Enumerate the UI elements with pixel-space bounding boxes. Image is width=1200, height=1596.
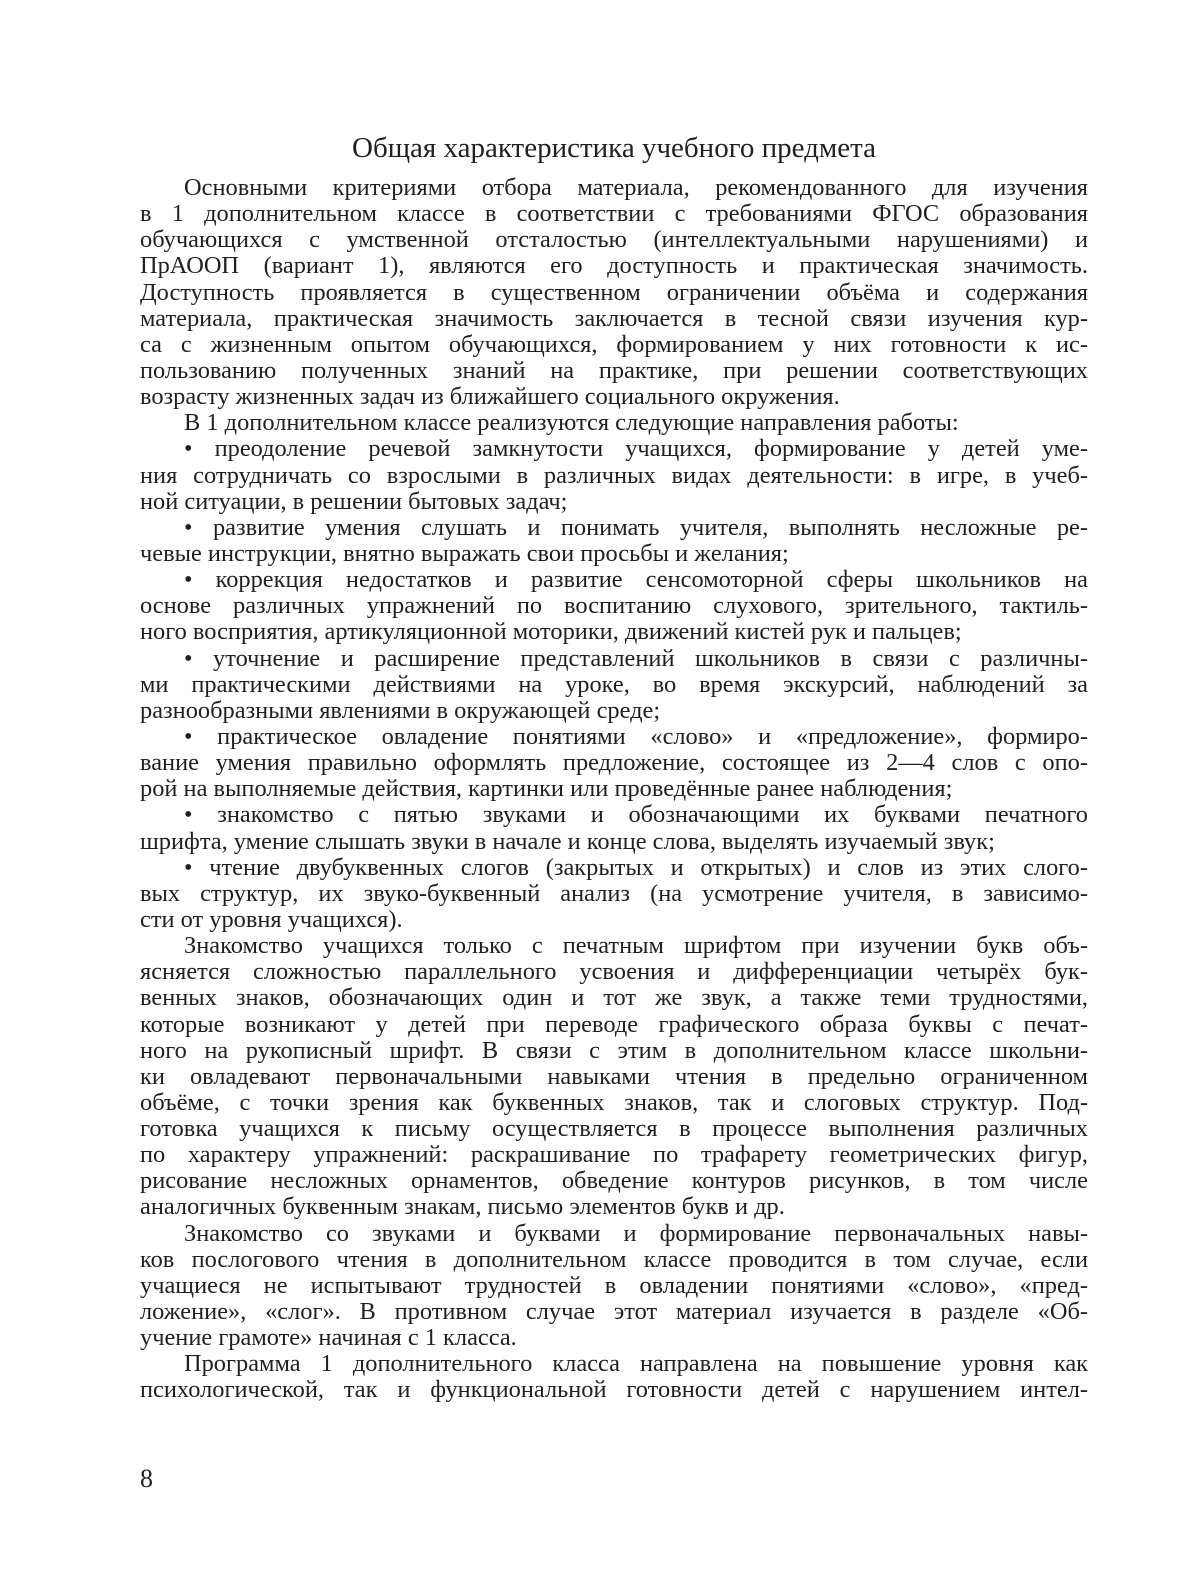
text-line: которые возникают у детей при переводе графического образа буквы с печат- — [140, 1011, 1088, 1038]
text-line: готовка учащихся к письму осуществляется в процессе выполнения различных — [140, 1116, 1088, 1143]
section-heading: Общая характеристика учебного предмета — [352, 132, 876, 164]
text-line: материала, практическая значимость заключается в тесной связи изучения кур- — [140, 305, 1088, 332]
text-line: ми практическими действиями на уроке, во время экскурсий, наблюдений за — [140, 671, 1088, 698]
text-line: психологической, так и функциональной готовности детей с нарушением интел- — [140, 1377, 1088, 1404]
text-line: шрифта, умение слышать звуки в начале и конце слова, выделять изучаемый звук; — [140, 828, 995, 855]
text-line: • развитие умения слушать и понимать учителя, выполнять несложные ре- — [184, 514, 1088, 541]
text-line: • коррекция недостатков и развитие сенсомоторной сферы школьников на — [184, 567, 1088, 594]
text-line: • уточнение и расширение представлений школьников в связи с различны- — [184, 645, 1088, 672]
text-line: вание умения правильно оформлять предложение, состоящее из 2—4 слов с опо- — [140, 750, 1088, 777]
text-line: чевые инструкции, внятно выражать свои просьбы и желания; — [140, 540, 789, 567]
text-line: ложение», «слог». В противном случае этот материал изучается в разделе «Об- — [140, 1299, 1088, 1326]
page-number: 8 — [140, 1464, 153, 1493]
text-line: учащиеся не испытывают трудностей в овладении понятиями «слово», «пред- — [140, 1272, 1088, 1299]
text-line: ного восприятия, артикуляционной моторики, движений кистей рук и пальцев; — [140, 619, 962, 646]
text-line: • практическое овладение понятиями «слово» и «предложение», формиро- — [184, 723, 1088, 750]
body-text — [140, 175, 1088, 1404]
text-line: возрасту жизненных задач из ближайшего социального окружения. — [140, 384, 840, 411]
text-line: Доступность проявляется в существенном ограничении объёма и содержания — [140, 279, 1088, 306]
text-line: В 1 дополнительном классе реализуются следующие направления работы: — [184, 410, 959, 437]
text-line: венных знаков, обозначающих один и тот же звук, а также теми трудностями, — [140, 985, 1088, 1012]
text-line: учение грамоте» начиная с 1 класса. — [140, 1325, 517, 1352]
text-line: рой на выполняемые действия, картинки или проведённые ранее наблюдения; — [140, 776, 953, 803]
text-line: основе различных упражнений по воспитанию слухового, зрительного, тактиль- — [140, 593, 1088, 620]
text-line: ясняется сложностью параллельного усвоения и дифференциации четырёх бук- — [140, 959, 1088, 986]
text-line: са с жизненным опытом обучающихся, формированием у них готовности к ис- — [140, 331, 1088, 358]
text-line: ПрАООП (вариант 1), являются его доступность и практическая значимость. — [140, 253, 1088, 280]
text-line: объёме, с точки зрения как буквенных знаков, так и слоговых структур. Под- — [140, 1089, 1088, 1116]
text-line: по характеру упражнений: раскрашивание по трафарету геометрических фигур, — [140, 1142, 1088, 1169]
text-line: ного на рукописный шрифт. В связи с этим в дополнительном классе школьни- — [140, 1037, 1088, 1064]
text-line: ки овладевают первоначальными навыками чтения в предельно ограниченном — [140, 1063, 1088, 1090]
text-line: сти от уровня учащихся). — [140, 906, 403, 933]
text-line: Знакомство со звуками и буквами и формирование первоначальных навы- — [184, 1220, 1088, 1247]
text-line: Основными критериями отбора материала, рекомендованного для изучения — [184, 175, 1088, 201]
text-line: ния сотрудничать со взрослыми в различных видах деятельности: в игре, в учеб- — [140, 462, 1088, 489]
text-line: • чтение двубуквенных слогов (закрытых и открытых) и слов из этих слого- — [184, 854, 1088, 881]
text-line: обучающихся с умственной отсталостью (интеллектуальными нарушениями) и — [140, 227, 1088, 254]
text-line: ной ситуации, в решении бытовых задач; — [140, 488, 568, 515]
text-line: рисование несложных орнаментов, обведение контуров рисунков, в том числе — [140, 1168, 1088, 1195]
text-line: вых структур, их звуко-буквенный анализ (на усмотрение учителя, в зависимо- — [140, 880, 1088, 907]
text-line: Программа 1 дополнительного класса направлена на повышение уровня как — [184, 1351, 1088, 1378]
text-line: Знакомство учащихся только с печатным шрифтом при изучении букв объ- — [184, 933, 1088, 960]
text-line: пользованию полученных знаний на практике, при решении соответствующих — [140, 357, 1088, 384]
text-line: в 1 дополнительном классе в соответствии с требованиями ФГОС образования — [140, 201, 1088, 228]
text-line: аналогичных буквенным знакам, письмо элементов букв и др. — [140, 1194, 785, 1221]
text-line: ков послогового чтения в дополнительном классе проводится в том случае, если — [140, 1246, 1088, 1273]
text-line: • преодоление речевой замкнутости учащихся, формирование у детей уме- — [184, 436, 1088, 463]
text-line: разнообразными явлениями в окружающей среде; — [140, 697, 661, 724]
text-line: • знакомство с пятью звуками и обозначающими их буквами печатного — [184, 802, 1088, 829]
